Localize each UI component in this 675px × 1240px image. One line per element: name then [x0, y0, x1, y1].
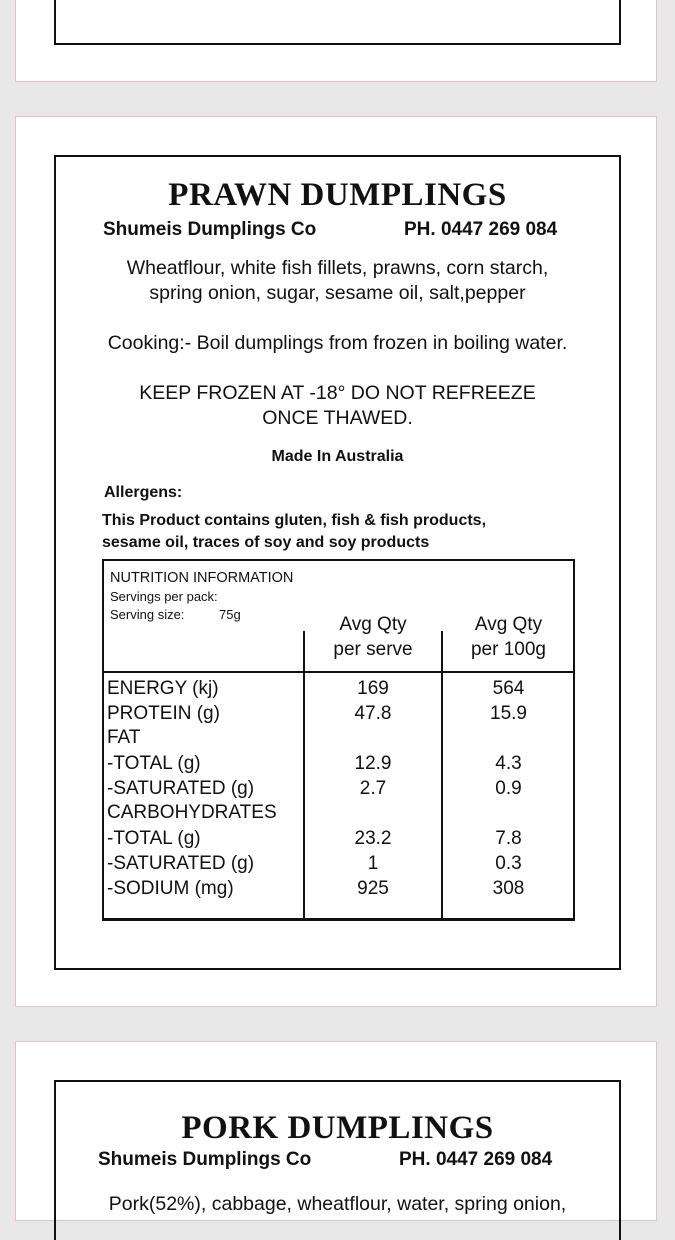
- nutrition-row: [104, 676, 573, 701]
- serving-size-label: Serving size:: [110, 607, 185, 622]
- nutrition-row: [104, 701, 573, 726]
- nutrient-name: PROTEIN (g): [107, 703, 220, 724]
- label-border-previous: [54, 0, 621, 45]
- ingredients-text: Pork(52%), cabbage, wheatflour, water, spring onion,: [108, 1193, 567, 1215]
- storage-instructions: KEEP FROZEN AT -18° DO NOT REFREEZE ONCE THAWED.: [139, 382, 536, 429]
- nutrition-heading: NUTRITION INFORMATION: [110, 570, 294, 586]
- nutrient-name: -SATURATED (g): [107, 778, 255, 799]
- per-100g-value: 7.8: [495, 828, 522, 849]
- header-divider: [104, 671, 573, 673]
- per-serve-value: 23.2: [354, 828, 392, 849]
- per-100g-value: 4.3: [495, 753, 522, 774]
- allergens-heading: Allergens:: [104, 484, 183, 501]
- label-page-prawn: [15, 116, 657, 1007]
- per-serve-value: 1: [367, 853, 379, 874]
- nutrient-name: FAT: [107, 727, 141, 748]
- nutrition-row: [104, 751, 573, 776]
- nutrition-row: [104, 776, 573, 801]
- nutrient-name: -TOTAL (g): [107, 753, 201, 774]
- nutrition-row: [104, 876, 573, 901]
- column-header-per-serve: Avg Qty per serve: [333, 614, 413, 660]
- nutrition-row: [104, 851, 573, 876]
- column-header-per-100g: Avg Qty per 100g: [470, 614, 546, 660]
- label-page-previous: [15, 0, 657, 82]
- nutrient-name: ENERGY (kj): [107, 678, 219, 699]
- nutrition-row: [104, 826, 573, 851]
- per-100g-value: 564: [492, 678, 525, 699]
- prawn-label: [54, 155, 621, 970]
- nutrient-name: -SODIUM (mg): [107, 878, 234, 899]
- nutrient-name: -SATURATED (g): [107, 853, 255, 874]
- serving-size-value: 75g: [219, 607, 241, 622]
- phone-number: PH. 0447 269 084: [399, 1149, 553, 1170]
- per-serve-value: 925: [357, 878, 389, 899]
- servings-per-pack: Servings per pack:: [110, 589, 218, 604]
- nutrition-table: [102, 559, 575, 921]
- nutrition-row: [104, 725, 573, 750]
- per-serve-value: 47.8: [354, 703, 392, 724]
- per-serve-value: 12.9: [354, 753, 392, 774]
- per-100g-value: 15.9: [490, 703, 527, 724]
- per-100g-value: 0.3: [495, 853, 522, 874]
- nutrition-row: [104, 800, 573, 825]
- made-in-label: Made In Australia: [271, 448, 404, 465]
- company-name: Shumeis Dumplings Co: [98, 1149, 312, 1170]
- product-title: PRAWN DUMPLINGS: [168, 177, 507, 213]
- per-serve-value: 169: [357, 678, 389, 699]
- nutrient-name: CARBOHYDRATES: [107, 802, 277, 823]
- nutrient-name: -TOTAL (g): [107, 828, 201, 849]
- product-title: PORK DUMPLINGS: [181, 1110, 494, 1146]
- allergens-text: This Product contains gluten, fish & fish products, sesame oil, traces of soy and soy products: [102, 512, 487, 551]
- pork-label: [54, 1080, 621, 1240]
- per-serve-value: 2.7: [359, 778, 387, 799]
- ingredients-text: Wheatflour, white fish fillets, prawns, corn starch, spring onion, sugar, sesame oil, salt,pepper: [126, 257, 549, 304]
- per-100g-value: 308: [492, 878, 525, 899]
- phone-number: PH. 0447 269 084: [404, 219, 558, 240]
- company-name: Shumeis Dumplings Co: [103, 219, 317, 240]
- cooking-instructions: Cooking:- Boil dumplings from frozen in boiling water.: [107, 332, 568, 354]
- label-page-pork: [15, 1041, 657, 1221]
- per-100g-value: 0.9: [495, 778, 522, 799]
